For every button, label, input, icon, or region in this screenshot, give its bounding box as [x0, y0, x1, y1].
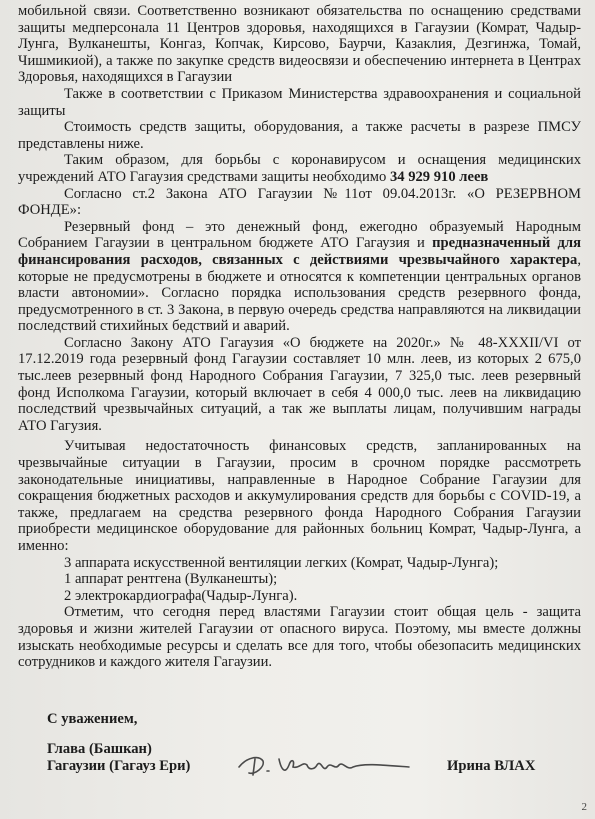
regards-line: С уважением, — [47, 711, 138, 727]
paragraph-request: Учитывая недостаточность финансовых средств, запланированных на чрезвычайные ситуации в Гагаузии, просим в срочном порядке рассмотреть законодательные инициативы, направленные в Народное Собрание Гагаузии для сокращения бюджетных расходов и аккумулирования средств для борьбы с COVID-19, а также, предлагаем на средства резервного фонда Народного Собрания Гагаузии приобрести медицинское оборудование для районных больниц Комрат, Чадыр-Лунга, а именно: — [18, 438, 581, 554]
paragraph-budget-law: Согласно Закону АТО Гагаузия «О бюджете на 2020г.» № 48-XXXII/VI от 17.12.2019 года резервный фонд Гагаузии составляет 10 млн. леев, из которых 2 675,0 тыс.леев резервный фонд Народного Собрания Гагаузии, 7 325,0 тыс. леев резервный фонд Исполкома Гагаузии, который включает в себя 4 000,0 тыс. леев на ликвидацию последствий чрезвычайных ситуаций, а так же выплаты лицам, получившим награды АТО Гагузия. — [18, 334, 581, 434]
total-amount: 34 929 910 леев — [389, 168, 489, 185]
reserve-fund-intro: Резервный фонд – это денежный фонд, ежегодно образуемый Народным Собранием Гагаузии в центральном бюджете АТО Гагаузия и — [18, 218, 581, 252]
paragraph-reserve-fund — [18, 219, 581, 335]
letter-body — [18, 3, 581, 671]
handwritten-signature — [233, 745, 423, 785]
paragraph-ministry-order: Также в соответствии с Приказом Министерства здравоохранения и социальной защиты — [18, 85, 581, 119]
paragraph-health-centers: мобильной связи. Соответственно возникают обязательства по оснащению средствами защиты медперсонала 11 Центров здоровья, находящихся в Гагаузии (Комрат, Чадыр-Лунга, Вулканешты, Конгаз, Копчак, Кирсово, Баурчи, Казаклия, Дезгинжа, Томай, Чишмикиой), а также по закупке средств видеосвязи и обеспечению интернета в Центрах Здоровья, находящихся в Гагаузии — [18, 3, 581, 86]
equipment-list-item: 1 аппарат рентгена (Вулканешты); — [64, 571, 278, 588]
page-number: 2 — [581, 801, 587, 813]
paragraph-costs: Стоимость средств защиты, оборудования, а также расчеты в разрезе ПМСУ представлены ниже. — [18, 119, 581, 152]
signatory-title-line1: Глава (Башкан) — [47, 741, 152, 757]
equipment-list-item: 3 аппарата искусственной вентиляции легких (Комрат, Чадыр-Лунга); — [64, 554, 499, 571]
equipment-list-item: 2 электрокардиографа(Чадыр-Лунга). — [64, 587, 298, 604]
signatory-title-line2: Гагаузии (Гагауз Ери) — [47, 758, 191, 774]
reserve-fund-purpose: предназначенный для финансирования расходов, связанных с действиями чрезвычайного характера — [18, 235, 581, 268]
signatory-name: Ирина ВЛАХ — [447, 758, 536, 774]
paragraph-law-reference: Согласно ст.2 Закона АТО Гагаузии №11от 09.04.2013г. «О РЕЗЕРВНОМ ФОНДЕ»: — [18, 185, 581, 219]
reserve-fund-rest: , которые не предусмотрены в бюджете и относятся к компетенции центральных органов власти автономии». Согласно порядка использования средств резервного фонда, предусмотренного в ст. 3 Закона, в первую очередь средства направляются на ликвидации последствий стихийных бедствий и аварий. — [18, 251, 581, 335]
paragraph-common-goal: Отметим, что сегодня перед властями Гагаузии стоит общая цель - защита здоровья и жизни жителей Гагаузии от опасного вируса. Поэтому, мы вместе должны изыскать необходимые ресурсы и сделать все для того, чтобы обезопасить медицинских сотрудников и каждого жителя Гагаузии. — [18, 604, 581, 671]
total-needed-text: Таким образом, для борьбы с коронавирусом и оснащения медицинских учреждений АТО Гагаузия средствами защиты необходимо — [18, 152, 581, 185]
paragraph-total-needed — [18, 152, 581, 185]
